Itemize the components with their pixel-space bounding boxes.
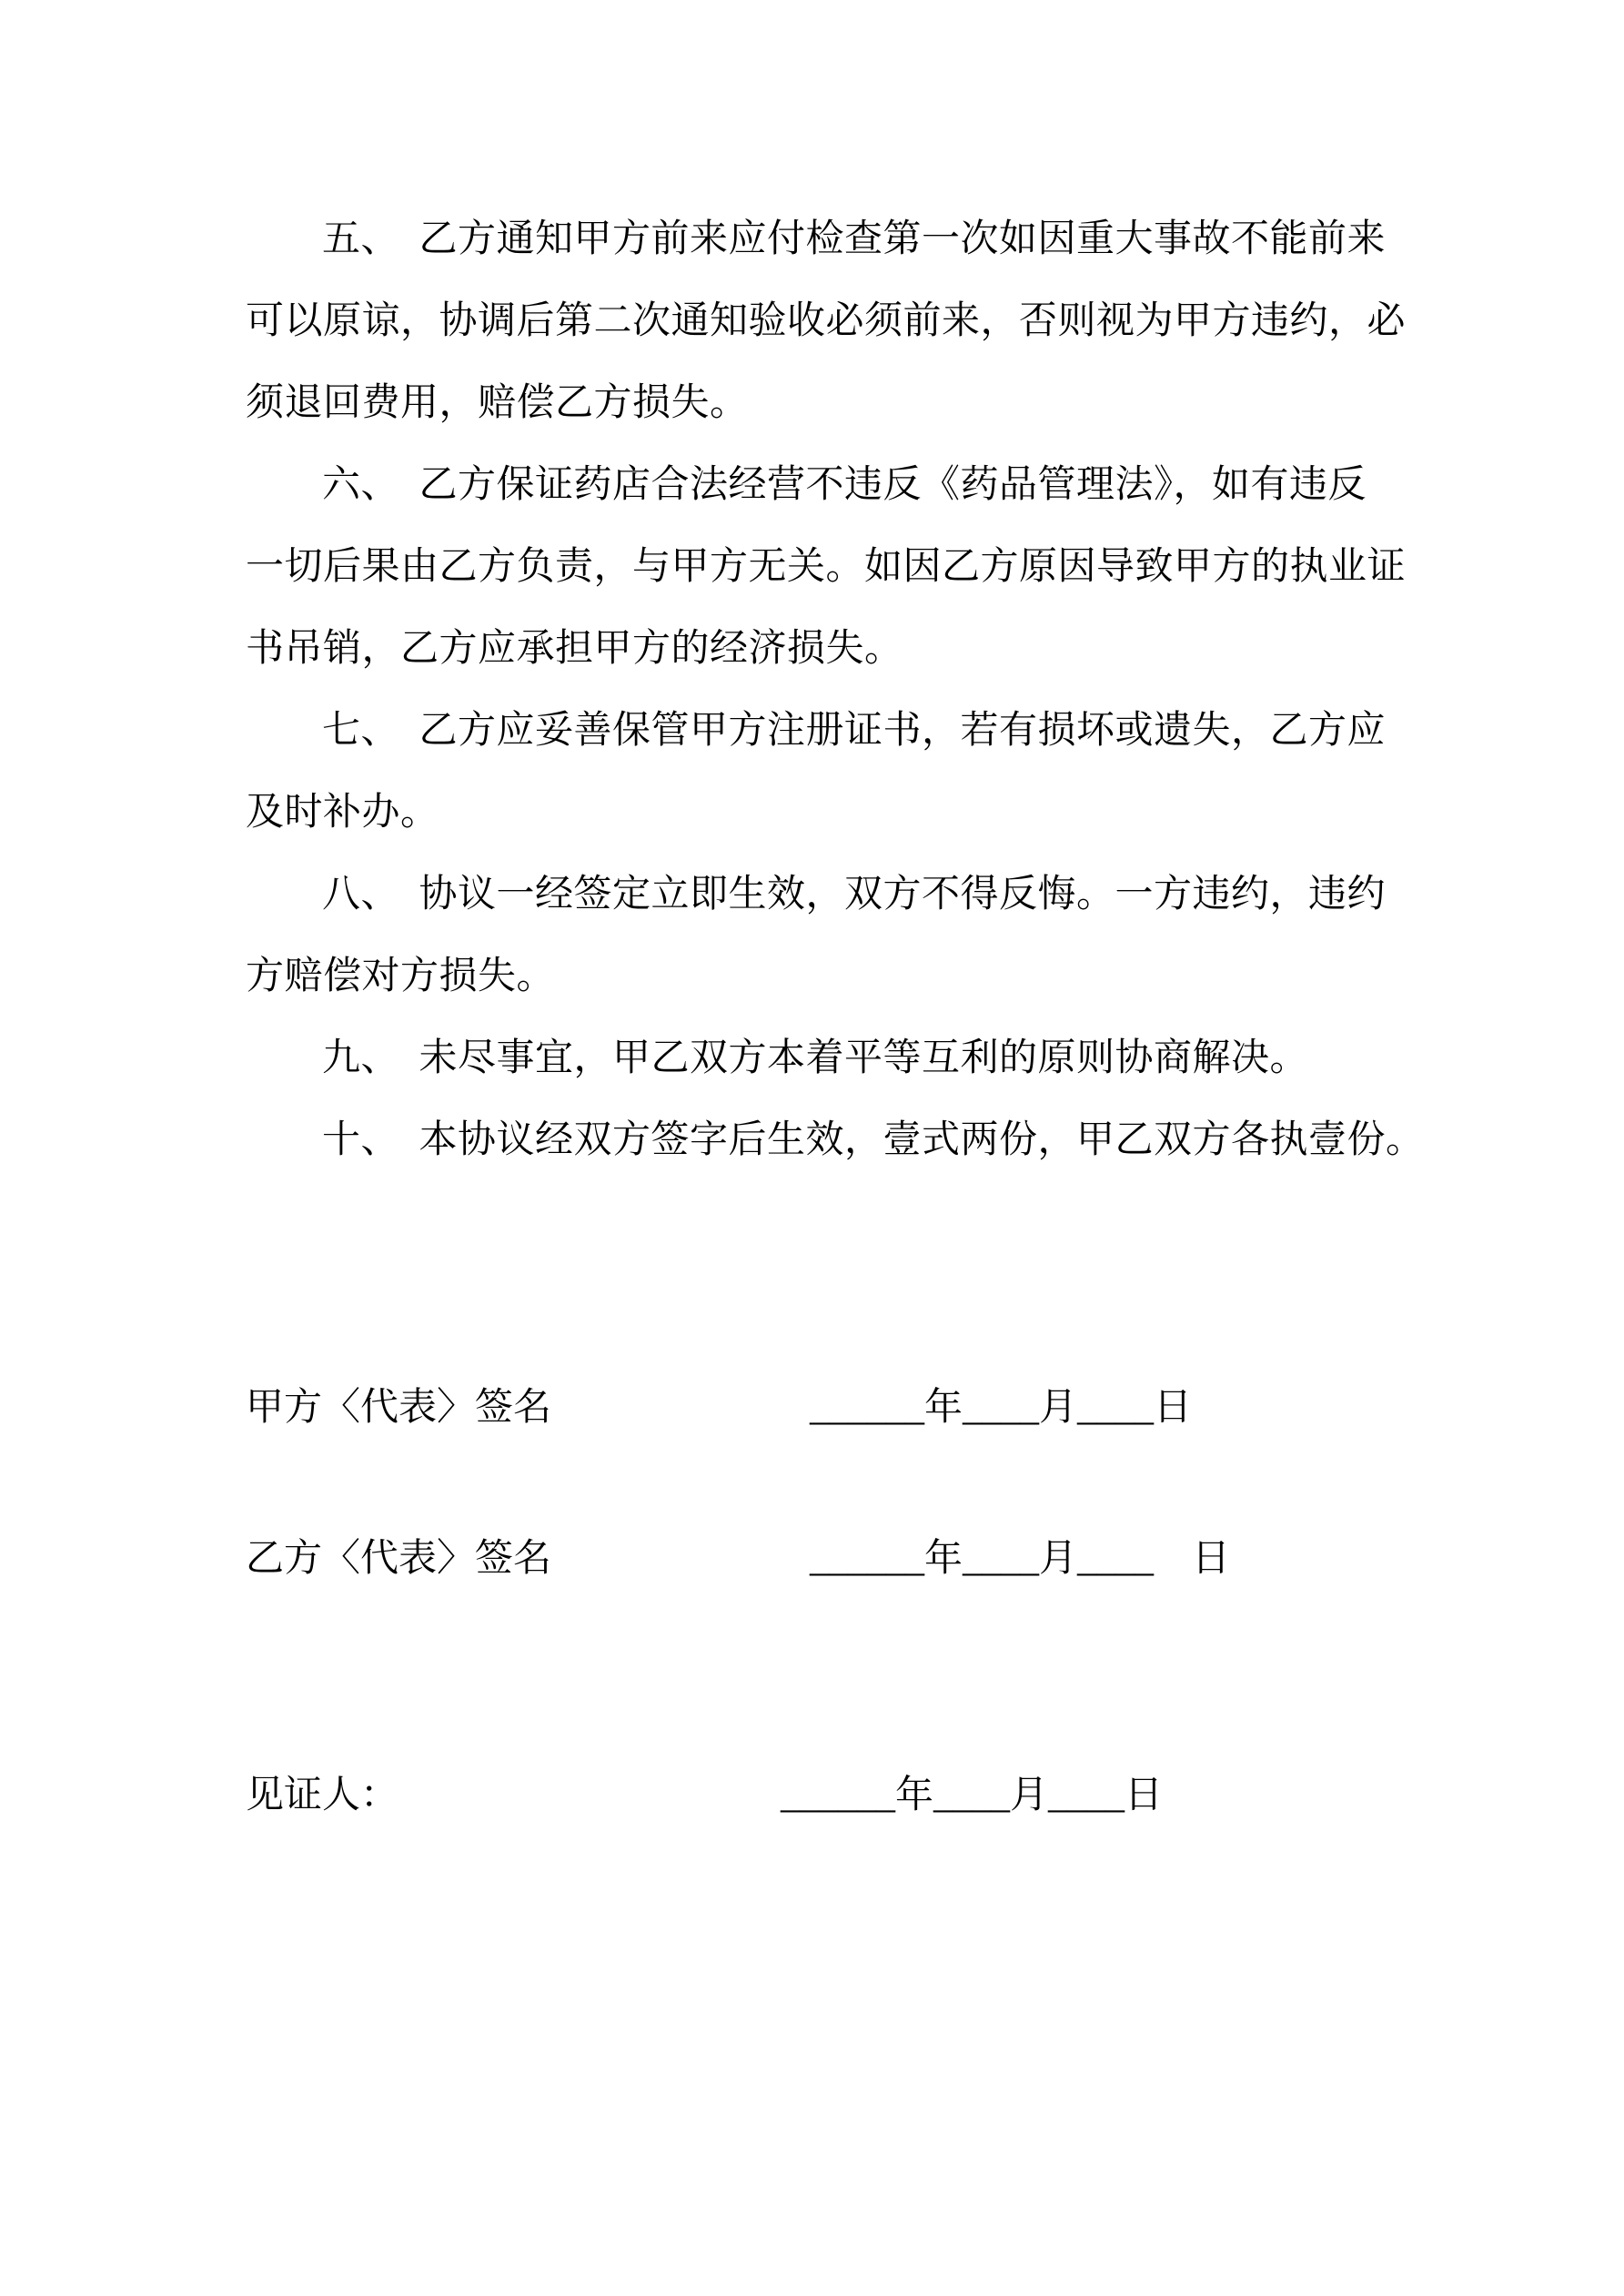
- clause-6-line-3: 书吊销，乙方应承担甲方的经济损失。: [246, 628, 903, 670]
- witness-signature-row: [246, 1764, 1383, 1827]
- clause-list: [246, 198, 1425, 1181]
- clause-9-line-1: 九、 未尽事宜，甲乙双方本着平等互利的原则协商解决。: [322, 1037, 1309, 1079]
- clause-6-line-2: 一切后果由乙方负责，与甲方无关。如因乙方原因导致甲方的执业证: [246, 546, 1407, 588]
- witness-label: 见证人：: [246, 1775, 399, 1816]
- clause-5-line-2: 可以原谅，协调后第二次通知验收必须前来，否则视为甲方违约，必: [246, 300, 1407, 342]
- witness-date-blank: ______年____月____日: [781, 1775, 1164, 1816]
- clause-7-line-2: 及时补办。: [246, 792, 439, 834]
- clause-10-line-1: 十、 本协议经双方签字后生效，壹式两份，甲乙双方各执壹份。: [322, 1119, 1425, 1161]
- clause-5-line-1: 五、 乙方通知甲方前来应付检查第一次如因重大事故不能前来: [322, 218, 1387, 260]
- party-b-signature-label: 乙方〈代表〉签名: [246, 1538, 552, 1580]
- clause-5-line-3: 须退回费用，赔偿乙方损失。: [246, 382, 749, 424]
- party-a-date-blank: ______年____月____日: [810, 1387, 1193, 1429]
- party-a-signature-row: [246, 1376, 1383, 1440]
- party-b-signature-row: [246, 1527, 1383, 1591]
- clause-6-line-1: 六、 乙方保证药店合法经营不违反《药品管理法》，如有违反: [322, 464, 1367, 506]
- clause-8-line-2: 方赔偿对方损失。: [246, 956, 556, 997]
- party-a-signature-label: 甲方〈代表〉签名: [246, 1387, 552, 1429]
- clause-8-line-1: 八、 协议一经签定立即生效，双方不得反悔。一方违约，违约: [322, 874, 1387, 915]
- party-b-date-blank: ______年____月____ 日: [810, 1538, 1231, 1580]
- clause-7-line-1: 七、 乙方应妥善保管甲方注册证书，若有损坏或遗失，乙方应: [322, 710, 1387, 752]
